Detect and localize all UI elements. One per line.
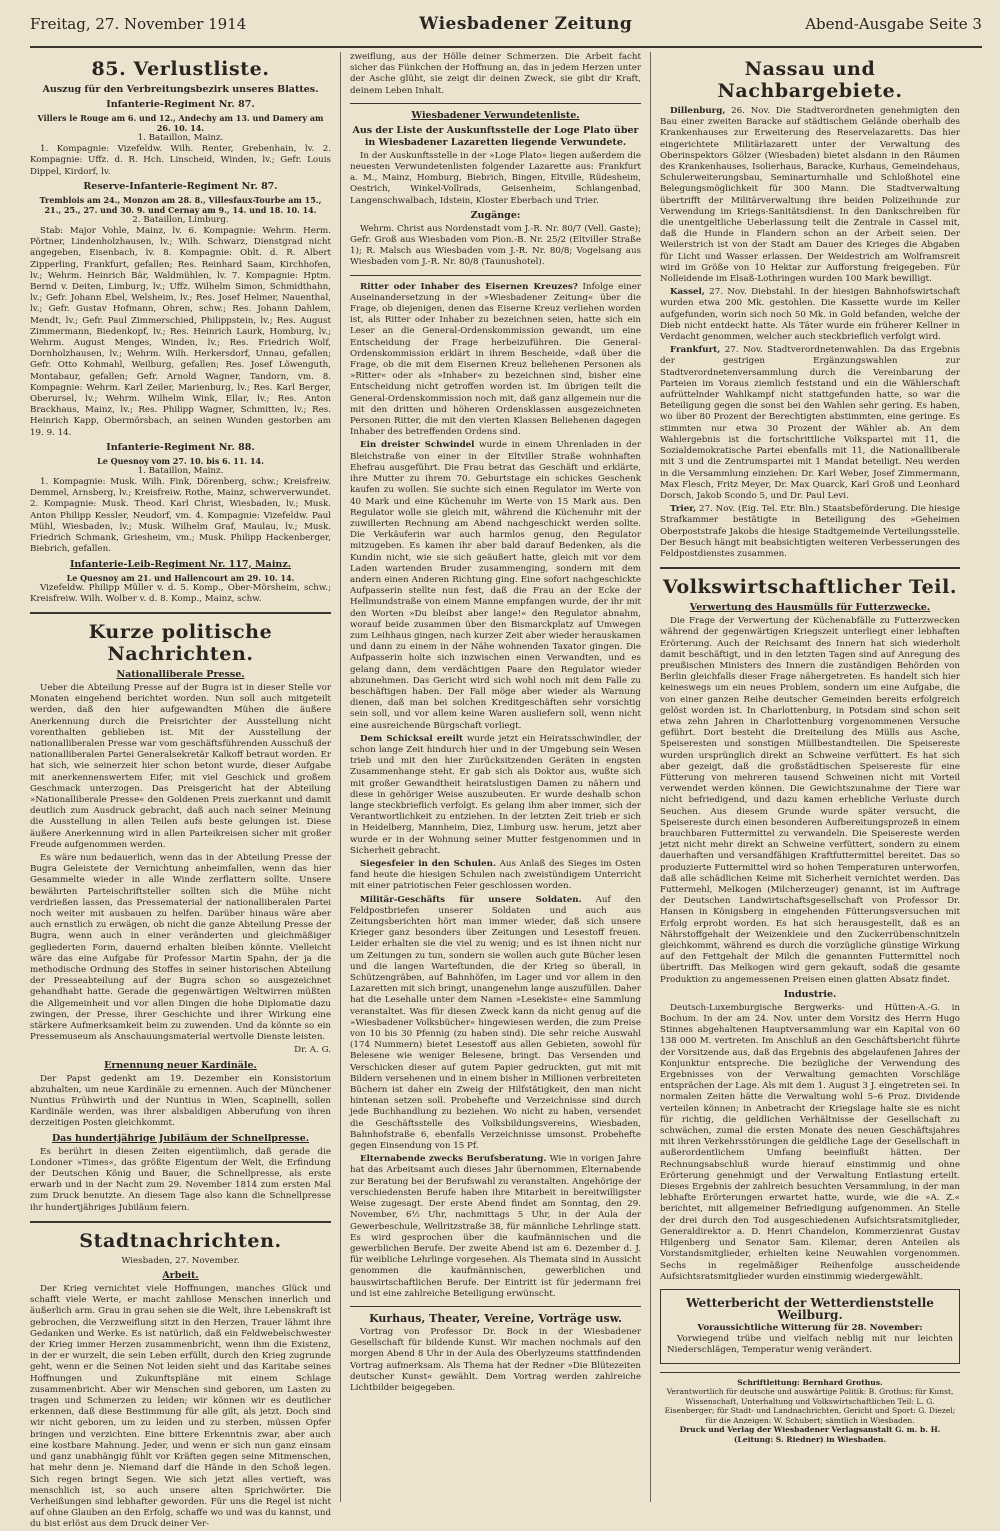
imprint-responsible: Verantwortlich für deutsche und auswärtige Politik: B. Grothus; für Kunst, Wissenschaft, Unterhaltung und Volkswirtschaftlichen Teil: L. G. Eisenberger; für Stadt- und Landnachrichten, Gericht und Sport: G. Diezel; für die Anzeigen: W. Schubert; sämtlich in Wiesbaden.: [664, 1387, 956, 1425]
schwindel-text: wurde in einem Uhrenladen in der Bleichstraße von einer in der Eltviller Straße wohnhaften Ehefrau ausgeführt. Die Frau betrat das Geschäft und erklärte, ihre Mutter zu ihrem 70. Geburtstage ein schickes Geschenk kaufen zu wollen. Sie suchte sich einen Regulator im Werte von 40 Mark und eine Küchenuhr im Werte von 15 Mark aus. Den Regulator wolle sie gleich mit, während die Küchenuhr mit der zuwillerten Rechnung am Abend nachgeschickt werden sollte. Die Verkäuferin war auch harmlos genug, den Regulator mitzugeben. Es kamen ihr aber bald darauf Bedenken, als die Kundin nicht, wie sie sich geäußert hatte, gleich mit vor dem Laden wartenden Bruder zusammenging, sondern mit dem andern einen Anderen Richtung ging. Eine sofort nachgeschickte Aufpasserin stellte nun fest, daß die Frau an der Ecke der Hellmundstraße von einem Manne empfangen wurde, der ihr mit den Worten »Du bleibst aber lange!« den Regulator abnahm, worauf beide zusammen über den Bismarckplatz auf Umwegen zum Leihhaus gingen, nach kurzer Zeit aber wieder herauskamen und dann zu einem in der Nähe wohnenden Taxator gingen. Die Aufpasserin holte sich inzwischen einen Verwandten, und es gelang dann, dem verdächtigen Paare den Regulator wieder abzunehmen. Das Gericht wird sich wohl noch mit dem Falle zu beschäftigen haben. Der Fall möge aber wieder als Warnung dienen, daß man bei solchen Kreditgeschäften sehr vorsichtig sein soll, und vor allem keine Waren ausliefern soll, wenn nicht eine ausreichende Bürgschaft vorliegt.: [350, 440, 641, 731]
kurhaus-heading: Kurhaus, Theater, Vereine, Vorträge usw.: [369, 1311, 622, 1325]
elternabende-text: Wie in vorigen Jahre hat das Arbeitsamt auch dieses Jahr übernommen, Elternabende zur Beratung bei der Berufswahl zu veranstalten. Angehörige der verschiedensten Berufe haben ihre Mitarbeit in bereitwilligster Weise zugesagt. Der erste Abend findet am Sonntag, den 29. November, 6½ Uhr, nachmittags 5 Uhr, in der Aula der Gewerbeschule, Wellritzstraße 38, für männliche Lehrlinge statt. Es wird gesprochen über die kaufmännischen und die gewerblichen Berufe. Der zweite Abend ist am 6. Dezember d. J. für weibliche Lehrlinge vorgesehen. Als Themata sind in Aussicht genommen die kaufmännischen, gewerblichen und hauswirtschaftlichen Berufe. Der Eintritt ist für jedermann frei und ist eine zahlreiche Beteiligung erwünscht.: [350, 1154, 642, 1299]
natlib-presse-text-2: Es wäre nun bedauerlich, wenn das in der Abteilung Presse der Bugra Geleistete der Vernichtung anheimfallen, wenn das hier Gesammelte wieder in alle Winde zerflattern sollte. Unsere bewährten Parteischriftsteller sollten sich die Mühe nicht verdrießen lassen, das Pressematerial der nationalliberalen Partei noch weiter mit ausbauen zu helfen. Darüber hinaus wäre aber auch ernstlich zu erwägen, ob nicht die ganze Abteilung Presse der Bugra, wenn auch in einer veränderten und gleichmäßiger gegliederten Form, dauernd erhalten bleiben könnte. Vielleicht wäre das eine Aufgabe für Professor Martin Spahn, der ja die methodische Ordnung des Stoffes in seiner historischen Abteilung der Presseabteilung auf der Bugra schon so ausgezeichnet gehandhabt hatte. Gerade die gegenwärtigen Weltwirren müßten die Allgemeinheit und vor allen Dingen die hohe Diplomatie dazu zwingen, der Presse, ihrer Geschichte und ihrer Wirkung eine stärkere Aufmerksamkeit beim zu zuwenden. Und da könnte so ein Pressemuseum als Anschauungsmaterial wertvolle Dienste leisten.: [30, 852, 331, 1043]
reserve-regiment-locations: Tremblois am 24., Monzon am 28. 8., Villesfaux-Tourbe am 15., 21., 25., 27. und 30. 9. und Cernay am 9., 14. und 18. 10. 14.: [39, 194, 322, 215]
arbeit-text: Der Krieg vernichtet viele Hoffnungen, manches Glück und schafft viele Werte, er macht zahllose Menschen innerlich und äußerlich arm. Grau in grau sehen sie die Welt, ihre Lebenskraft ist gebrochen, die Verzweiflung sitzt in den Herzen, Trauer lähmt ihre Gedanken und Werke. Es ist natürlich, daß ein Feldwebelschwester der Krieg immer Herzen zusammenbricht, wenn ihm die Existenz, in der er wurzelt, die sein Leben erfüllt, durch den Krieg zugrunde geht, wenn er die Seinen Not leiden sieht und das Karitabe seines Hoffnungen und Zukunftspläne mit einem Schlage zusammenbricht. Aber wir Menschen sind geboren, um Lasten zu tragen und Schmerzen zu leiden; wir können wir es deutlicher erkennen, daß diese Bestimmung für alle gilt, als jetzt. Doch sind wir nicht geboren, um zu leiden und zu sterben, müssen Opfer bringen und verzichten. Eine bittere Erkenntnis zwar, aber auch eine kostbare Mahnung. Jeder, und wenn er sich nun ganz einsam und ganz unabhängig fühlt vor Kräften gegen seine Mitmenschen, hat mehr denn je. Niemand darf die Hände in den Schoß legen. Sich regen bringt Segen. Wie sich jetzt alles vertieft, was menschlich ist, so auch unsere alten Sprichwörter. Die Verheißungen sind lebhafter geworden. Für uns die Regel ist nicht auf ohne Glauben an den Erfolg, schaffe wo und was du kannst, und du bist erlöst aus dem Druck deiner Ver-: [30, 1284, 331, 1530]
siegesfeier-text: Aus Anlaß des Sieges im Osten fand heute die hiesigen Schulen nach zweistündigem Unterricht mit einer patriotischen Feier geschlossen worden.: [350, 859, 641, 892]
stadtnachrichten-title: Stadtnachrichten.: [79, 1229, 282, 1252]
kurze-nachrichten-title: Kurze politische Nachrichten.: [88, 620, 273, 665]
industrie-heading: Industrie.: [783, 988, 837, 1000]
reserve-regiment-heading: Reserve-Infanterie-Regiment Nr. 87.: [83, 180, 278, 192]
reserve-regiment-battalion: 2. Bataillon, Limburg.: [132, 214, 229, 225]
siegesfeier-heading: Siegesfeier in den Schulen.: [360, 859, 496, 869]
schnellpresse-text: Es berührt in diesen Zeiten eigentümlich, daß gerade die Londoner »Times«, das größte Eigentum der Welt, die Erfindung der Deutschen König und Bauer, die Schnellpresse, als erste erwarb und in der Nacht zum 29. November 1814 zum ersten Mal zum Druck benutzte. An diesem Tage also kann die Schnellpresse ihr hundertjähriges Jubiläum feiern.: [30, 1146, 331, 1213]
weather-heading: Wetterbericht der Wetterdienststelle Weilburg.: [686, 1295, 934, 1322]
issue-date: Freitag, 27. November 1914: [30, 15, 247, 33]
newspaper-title: Wiesbadener Zeitung: [419, 14, 633, 34]
imprint-publisher: Druck und Verlag der Wiesbadener Verlagsanstalt G. m. b. H. (Leitung: S. Riedner) in Wiesbaden.: [679, 1425, 941, 1445]
section-divider: [350, 275, 641, 276]
verwundetenliste-heading: Wiesbadener Verwundetenliste.: [411, 109, 580, 121]
trier-heading: Trier,: [670, 504, 697, 515]
stadtnachrichten-dateline: Wiesbaden, 27. November.: [121, 1255, 240, 1266]
weather-text: Vorwiegend trübe und vielfach neblig mit nur leichten Niederschlägen, Temperatur wenig verändert.: [667, 1334, 953, 1356]
kassel-text: 27. Nov. Diebstahl. In der hiesigen Bahnhofswirtschaft wurden etwa 200 Mk. gestohlen. Die Kassette wurde im Keller aufgefunden, worin sich noch 50 Mk. in Gold befanden, welche der Dieb nicht entdeckt hatte. Als Täter wurde ein früherer Kellner in Verdacht genommen, welcher auch steckbrieflich verfolgt wird.: [660, 287, 960, 343]
column-1: [30, 52, 340, 1530]
regiment-88-heading: Infanterie-Regiment Nr. 88.: [106, 441, 255, 453]
natlib-signature: Dr. A. G.: [294, 1045, 331, 1056]
regiment-87-heading: Infanterie-Regiment Nr. 87.: [106, 99, 255, 110]
imprint-editor: Schriftleitung: Bernhard Grothus.: [737, 1377, 883, 1387]
leib-regiment-locations: Le Quesnoy am 21. und Hallencourt am 29. 10. 14.: [66, 572, 295, 583]
section-divider: [30, 612, 331, 614]
natlib-presse-text: Ueber die Abteilung Presse auf der Bugra ist in dieser Stelle vor Monaten eingehend berichtet worden. Nun soll auch mitgeteilt werden, daß den hier aufgewandten Mühen die äußere Anerkennung durch die Preisrichter der Ausstellung nicht vorenthalten geblieben ist. Mit der Ausstellung der nationalliberalen Presse war vom geschäftsführenden Ausschuß der nationalliberalen Partei Generalsekretär Kalkoff betraut worden. Er hat sich, wie seinerzeit hier schon betont wurde, dieser Aufgabe mit anerkennenswertem Eifer, mit viel Geschick und großem Geschmack unterzogen. Das Preisgericht hat der Abteilung »Nationalliberale Presse« den Goldenen Preis zuerkannt und damit deutlich zum Ausdruck gebracht, daß auch nach seiner Meinung die Ausstellung in allen Teilen aufs beste gelungen ist. Diese äußere Anerkennung wird in allen Parteikreisen sicher mit großer Freude aufgenommen werden.: [30, 682, 331, 850]
schnellpresse-heading: Das hundertjährige Jubiläum der Schnellpresse.: [51, 1132, 310, 1144]
regiment-88-locations: Le Quesnoy vom 27. 10. bis 6. 11. 14.: [97, 455, 264, 466]
verlustliste-title: 85. Verlustliste.: [91, 58, 270, 80]
column-2: [340, 52, 650, 1502]
zugaenge-heading: Zugänge:: [470, 209, 521, 221]
ritter-heading: Ritter oder Inhaber des Eisernen Kreuzes?: [360, 281, 578, 292]
masthead: [30, 10, 982, 48]
verwundetenliste-subtitle: Aus der Liste der Auskunftsstelle der Loge Plato über in Wiesbadener Lazaretten liegende Verwundete.: [352, 124, 639, 148]
section-divider: [350, 1306, 641, 1307]
natlib-presse-heading: Nationalliberale Presse.: [116, 668, 245, 680]
column-3: [650, 52, 960, 1502]
frankfurt-text: 27. Nov. Stadtverordnetenwahlen. Da das Ergebnis der gestrigen Ergänzungswahlen zur Stadtverordnetenversammlung durch die Vereinbarung der Parteien im Voraus ziemlich feststand und ein die Wählerschaft aufrüttelnder Wahlkampf nicht stattgefunden hatte, so war die Beteiligung gegen die sonst bei den Wahlen sehr gering. Es haben, wo über 80 Prozent der Berechtigten abstimmten, eine geringe. Es stimmten nur etwa 30 Prozent der Wähler ab. An dem Wahlergebnis ist die fortschrittliche Volkspartei mit 11, die Sozialdemokratische Partei ebenfalls mit 11, die Nationalliberale mit 3 und die Zentrumspartei mit 1 Mandat beteiligt. Neu werden in die Versammlung einziehen: Dr. Karl Weber, Josef Zimmermann, Max Flesch, Fritz Meyer, Dr. Max Quarck, Karl Groß und Leonhard Dorsch, Jakob Scondo 5, und Dr. Paul Levi.: [660, 345, 960, 501]
hausmuell-heading: Verwertung des Hausmülls für Futterzwecke.: [689, 602, 931, 614]
nassau-title: Nassau und Nachbargebiete.: [717, 58, 903, 102]
weather-subheading: Voraussichtliche Witterung für 28. November:: [697, 1322, 923, 1333]
section-divider: [660, 567, 960, 569]
kurhaus-text: Vortrag von Professor Dr. Bock in der Wiesbadener Gesellschaft für bildende Kunst. Wir machen nochmals auf den morgen Abend 8 Uhr in der Aula des Oberlyzeums stattfindenden Vortrag aufmerksam. Als Thema hat der Redner »Die Blütezeiten deutscher Kunst« gewählt. Dem Vortrag werden zahlreiche Lichtbilder beigegeben.: [350, 1326, 641, 1393]
verwundetenliste-text: In der Auskunftsstelle in der »Loge Plato« liegen außerdem die neuesten Verwundetenlisten folgender Lazarette aus: Frankfurt a. M., Mainz, Homburg, Biebrich, Bingen, Eltville, Rüdesheim, Oestrich, Winkel-Vollrads, Geisenheim, Schlangenbad, Langenschwalbach, Idstein, Kloster Eberbach und Trier.: [350, 150, 641, 206]
hausmuell-text: Die Frage der Verwertung der Küchenabfälle zu Futterzwecken während der gegenwärtigen Kriegszeit unterliegt einer lebhaften Erörterung. Auch der Reichsamt des Innern hat sich wiederholt damit beschäftigt, und in den letzten Tagen sind auf Anregung des preußischen Ministers des Innern die zuständigen Behörden von Berlin gleichfalls dieser Frage nähergetreten. Es handelt sich hier keineswegs um ein neues Problem, sondern um eine Aufgabe, die von einer ganzen Reihe deutscher Gemeinden bereits erfolgreich gelöst worden ist. In Charlottenburg, in Potsdam sind schon seit etwa zehn Jahren in Charlottenburg vorgenommenen Versuche geführt. Dort besteht die Dreiteilung des Mülls aus Asche, Speiseresten und sonstigen Müllbestandteilen. Die Speisereste wurden ursprünglich direkt an Schweine verfüttert. Es hat sich aber gezeigt, daß die großstädtischen Speisereste für eine Fütterung von mehreren tausend Schweinen nicht mit Vorteil verwendet werden können. Die Gewichtszunahme der Tiere war nicht befriedigend, und dazu kamen erhebliche Verluste durch Seuchen. Aus diesem Grunde wurde später versucht, die Speisereste durch einen besonderen Aufbereitungsprozeß in einem brauchbaren Futtermittel zu verwandeln. Die Speisereste werden jetzt nicht mehr direkt an Schweine verfüttert, sondern zu einem dauerhaften und versandfähigen Kraftfuttermittel bereitet. Das so produzierte Futtermittel wird so hohen Temperaturen unterworfen, daß alle schädlichen Keime mit Sicherheit vernichtet werden. Das Futtermehl, Melkogen (Milcherzeuger) genannt, ist im Auftrage der Deutschen Landwirtschaftsgesellschaft von Professor Dr. Hansen in Königsberg in eingehenden Fütterungsversuchen mit Erfolg erprobt worden. Es hat sich herausgestellt, daß es an Nährstoffgehalt der Weizenkleie und den Zuckerrübenschnitzeln gleichkommt, während es durch die vorzügliche günstige Wirkung auf den Fettgehalt der Milch die genannten Futtermittel noch übertrifft. Das Melkogen wird gern gekauft, sodaß die gesamte Produktion zu angemessenen Preisen einen glatten Absatz findet.: [660, 616, 960, 985]
arbeit-continued: zweiflung, aus der Hölle deiner Schmerzen. Die Arbeit facht sicher das Fünkchen der Hoffnung an, das in jedem Herzen unter der Asche glüht, sie zeigt dir deinen Zweck, sie gibt dir Kraft, deinem Leben Inhalt.: [350, 52, 641, 96]
regiment-87-list: 1. Kompagnie: Vizefeldw. Wilh. Renter, Grebenhain, lv. 2. Kompagnie: Uffz. d. R. Hch. Linscheid, Winden, lv.; Gefr. Louis Dippel, Kirdorf, lv.: [30, 144, 331, 177]
volkswirtschaft-title: Volkswirtschaftlicher Teil.: [662, 576, 958, 599]
kassel-heading: Kassel,: [670, 287, 705, 298]
regiment-87-battalion: 1. Bataillon, Mainz.: [137, 133, 224, 143]
ritter-text: Infolge einer Auseinandersetzung in der »Wiesbadener Zeitung« über die Frage, ob diejenigen, denen das Eiserne Kreuz verliehen worden ist, als Ritter oder Inhaber zu bezeichnen seien, hatte sich ein Leser an die General-Ordenskommission gewandt, um eine Entscheidung der Frage herbeizuführen. Die General-Ordenskommission erklärt in ihrem Bescheide, »daß über die Frage, ob die mit dem Eisernen Kreuz beliehenen Personen als »Ritter« oder als »Inhaber« zu bezeichnen sind, bisher eine Entscheidung nicht getroffen worden ist. Im übrigen teilt die General-Ordenskommission noch mit, daß ganz allgemein nur die mit den dritten und höheren Ordensklassen ausgezeichneten Personen Ritter, die mit den vierten Klassen Beliehenen dagegen Inhaber des betreffenden Ordens sind.: [350, 281, 641, 438]
dillenburg-heading: Dillenburg,: [670, 106, 726, 116]
industrie-text: Deutsch-Luxemburgische Bergwerks- und Hütten-A.-G. in Bochum. In der am 24. Nov. unter dem Vorsitz des Herrn Hugo Stinnes abgehaltenen Hauptversammlung war ein Kapital von 60 138 000 M. vertreten. Im Anschluß an den Geschäftsbericht führte der Vorsitzende aus, daß das Ergebnis des abgelaufenen Jahres der Konjunktur entspreche. Die bezügliche der Verwendung des Ergebnisses von der Verwaltung gemachten Vorschläge entsprächen der Lage. Als mit dem 1. August 3 J. eingetreten sei. In normalen Zeiten hätte die Verwaltung wohl 5–6 Proz. Dividende verteilen können; in Anbetracht der Kriegslage halte sie es nicht für richtig, die geldlichen Verhältnisse der Gesellschaft zu schwächen, zumal die ersten Monate des neuen Geschäftsjahres mit ihren Verkehrsstörungen die geldliche Lage der Gesellschaft in außerordentlichem Umfang beeinflußt hätten. Der Rechnungsabschluß wurde hierauf einstimmig und ohne Erörterung genehmigt und der Verwaltung Entlastung erteilt. Dieses Ergebnis der zahlreich besuchten Versammlung, in der man lebhafte Erörterungen erwartet hatte, wurde, wie die »A. Z.« berichtet, mit allgemeiner Befriedigung aufgenommen. An Stelle der drei durch den Tod ausgeschiedenen Aufsichtsratsmitglieder, Generaldirektor a. D. Henri Chandelon, Kommerzienrat Gustav Hilgenberg und Senator Sam. Kilemar, deren Anteilen als Vorstandsmitglieder, erhielten keine Neuwahlen vorgenommen. Sechs in regelmäßiger Reihenfolge ausscheidende Aufsichtsratsmitglieder wurden einstimmig wiedergewählt.: [660, 1002, 960, 1282]
regiment-88-list: 1. Kompagnie: Musk. Wilh. Fink, Dörenberg, schw.; Kreisfreiw. Demmel, Arnsberg, lv.; Kreisfreiw. Rothe, Mainz, schwerverwundet. 2. Kompagnie: Musk. Theod. Karl Christ, Wiesbaden, lv.; Musk. Anton Philipp Kessler, Neudorf, vm. 4. Kompagnie: Vizefeldw. Paul Mühl, Wiesbaden, lv.; Musk. Wilhelm Graf, Maulau, lv.; Musk. Friedrich Schmank, Griesheim, vm.; Musk. Philipp Hackenberger, Biebrich, gefallen.: [30, 477, 331, 555]
zugaenge-text: Wehrm. Christ aus Nordenstadt vom J.-R. Nr. 80/7 (Vell. Gaste); Gefr. Groß aus Wiesbaden vom Pion.-B. Nr. 25/2 (Eltviller Straße 1); R. Malsch aus Wiesbaden vom J.-R. Nr. 80/8; Vogelsang aus Wiesbaden vom J.-R. Nr. 80/8 (Taunushotel).: [350, 223, 641, 268]
leib-regiment-list: Vizefeldw. Philipp Müller v. d. 5. Komp., Ober-Mörsheim, schw.; Kreisfreiw. Wilh. Wolber v. d. 8. Komp., Mainz, schw.: [30, 582, 331, 604]
imprint: [660, 1372, 960, 1445]
frankfurt-heading: Frankfurt,: [670, 345, 721, 356]
verlustliste-subtitle: Auszug für den Verbreitungsbezirk unseres Blattes.: [42, 84, 319, 95]
leib-regiment-heading: Infanterie-Leib-Regiment Nr. 117, Mainz.: [69, 558, 292, 570]
kardinaele-heading: Ernennung neuer Kardinäle.: [104, 1059, 257, 1071]
regiment-88-battalion: 1. Bataillon, Mainz.: [137, 465, 224, 476]
edition-page: Abend-Ausgabe Seite 3: [805, 15, 982, 33]
elternabende-heading: Elternabende zwecks Berufsberatung.: [360, 1154, 547, 1165]
lesestoff-heading: Militär-Geschäfts für unsere Soldaten.: [360, 894, 582, 905]
trier-text: 27. Nov. (Eig. Tel. Etr. Bln.) Staatsbeförderung. Die hiesige Strafkammer bestätigte in Beteiligung des »Geheimen Oberpoststrafe Jakobs die hiesige Stadtgemeinde Verteilungsstelle. Der Besuch hängt mit beabsichtigten weiteren Verbesserungen des Feldpostdienstes zusammen.: [660, 504, 961, 559]
schwindel-heading: Ein dreister Schwindel: [360, 440, 475, 451]
arbeit-heading: Arbeit.: [162, 1270, 199, 1282]
section-divider: [350, 103, 641, 104]
kardinaele-text: Der Papst gedenkt am 19. Dezember ein Konsistorium abzuhalten, um neue Kardinäle zu ernennen. Auch der Münchener Nuntius Frühwirth und der Nuntius in Wien, Scapinelli, sollen Kardinäle werden, was ihrer alsbaldigen Abberufung von ihren derzeitigen Posten gleichkommt.: [30, 1073, 331, 1129]
regiment-87-locations: Villers le Rouge am 6. und 12., Andechy am 13. und Damery am 26. 10. 14.: [37, 113, 324, 133]
schicksal-heading: Dem Schicksal ereilt: [360, 733, 464, 744]
reserve-regiment-list: Stab: Major Vohle, Mainz, lv. 6. Kompagnie: Wehrm. Herm. Pörtner, Lindenholzhausen, lv.; Wilh. Schwarz, Dienstgrad nicht angegeben, Eisenbach, lv. 8. Kompagnie: Oblt. d. R. Albert Zipperling, Frankfurt, gefallen; Res. Reinhard Saam, Kirchhofen, lv.; Wehrm. Heinrich Bär, Waldmühlen, lv. 7. Kompagnie: Hptm. Bernd v. Deiten, Limburg, lv.; Uffz. Wilhelm Simon, Schmidthahn, lv.; Gefr. Johann Ebel, Welsheim, lv.; Res. Josef Helmer, Nauenthal, lv.; Gefr. Gustav Hofmann, Ohren, schw.; Res. Johann Dahlem, Mendt, lv.; Gefr. Paul Zimmerschied, Philippstein, lv.; Res. August Zimmermann, Biedenkopf, lv.; Res. Heinrich Laurk, Homburg, lv.; Wehrm. August Menges, Winden, lv.; Res. Friedrich Wolf, Dornholzhausen, lv.; Wehrm. Wilh. Herkersdorf, Unnau, gefallen; Gefr. Otto Kohmahl, Weilburg, gefallen; Res. Josef Löwenguth, Montabaur, gefallen; Gefr. Arnold Wagner, Tandorn, vm. 8. Kompagnie: Wehrm. Karl Zeiler, Marienburg, lv.; Res. Karl Berger, Oberursel, lv.; Wehrm. Wilhelm Wink, Ellar, lv.; Res. Anton Brackhaus, Mainz, lv.; Res. Philipp Wagner, Schmitten, lv.; Res. Heinrich Kapp, Obermörsbach, an seinen Wunden gestorben am 19. 9. 14.: [30, 226, 331, 438]
dillenburg-text: 26. Nov. Die Stadtverordneten genehmigten den Bau einer zweiten Baracke auf städtischem Gelände oberhalb des Krankenhauses zur Erweiterung des Reservelazaretts. Das hier eingerichtete Militärlazarett unter der Verwaltung des Oberinspektors Gölzer (Wiesbaden) bietet alsdann in den Räumen des Krankenhauses, Isolierhaus, Baracke, Kurhaus, Gemeindehaus, Schulerweiterungsbau, Seminarturnhalle und Schloßhotel eine Belegungsmöglichkeit für 300 Mann. Die Stadtverwaltung übertrifft der Militärverwaltung ihre beiden Polizeihunde zur Verwendung im Kriegs-Sanitätsdienst. In den Dankschreiben für die unentgeltliche Ueberlassung teilt die Zentrale in Cassel mit, daß die Hunde in Flandern schon an der Arbeit seien. Der Weilerstrich ist von der Stadt am Dauer des Krieges die Abgaben für Licht und Wasser erlassen. Der Weidestrich am Wolframsreit wird im Größe von 10 Hektar zur Aufforstung freigegeben. Für Nolleidende im Elsaß-Lothringen wurden 100 Mark bewilligt.: [660, 106, 960, 285]
weather-report: [660, 1289, 960, 1364]
section-divider: [30, 1221, 331, 1223]
lesestoff-text: Auf den Feldpostbriefen unserer Soldaten und auch aus Zeitungsberichten hört man immer wieder, daß sich unsere Krieger ganz besonders über Zeitungen und Lesestoff freuen. Leider erhalten sie die viel zu wenig; und es ist ihnen nicht nur um Zeitungen zu tun, sondern sie wollen auch gute Bücher lesen und die langen Warteſtunden, die der Krieg so überall, in Schützengräben, auf Bahnhöfen, im Lager und vor allem in den Lazaretten mit sich bringt, unangenehm lange auszufüllen. Daher hat die Lesehalle unter dem Namen »Lesekiste« eine Sammlung veranstaltet. Was für diesen Zweck kann da nicht genug auf die »Wiesbadener Volksbücher« hingewiesen werden, die zum Preise von 10 bis 30 Pfennig (zu haben sind). Die sehr reiche Auswahl (174 Nummern) bietet Lesestoff aus allen Gebieten, sowohl für Belesene wie weniger Belesene, bringt. Das Versenden und Verschicken dieser auf gutem Papier gedruckten, gut mit mit Bildern versehenen und in einem bisher in Millionen verbreiteten Büchern ist daher ein Zweig der Hilfstätigkeit, den man nicht hintenan setzen soll. Probehefte und Verzeichnisse sind durch jede Buchhandlung zu beziehen. Wo nicht zu haben, versendet die Geschäftsstelle des Volksbildungsvereins, Wiesbaden, Bahnhofstraße 6, ebenfalls Verzeichnisse umsonst. Probehefte gegen Einsendung von 15 Pf.: [350, 894, 641, 1152]
schicksal-text: wurde jetzt ein Heiratsschwindler, der schon lange Zeit hindurch hier und in der Umgebung sein Wesen trieb und mit den hier Zurücksitzenden Geräten in engsten Zusammenhange steht. Er gab sich als Doktor aus, wußte sich mit großer Gewandtheit heiratslustigen Damen zu nähern und diese in gehöriger Weise auszubeuten. Er wurde deshalb schon lange steckbrieflich verfolgt. Es gelang ihm aber immer, sich der Verantwortlichkeit zu entziehen. In der letzten Zeit trieb er sich in Heidelberg, Mannheim, Diez, Limburg usw. herum, jetzt aber wurde er in der Wohnung seiner Mutter festgenommen und in Sicherheit gebracht.: [350, 733, 641, 856]
columns: [30, 52, 982, 1530]
